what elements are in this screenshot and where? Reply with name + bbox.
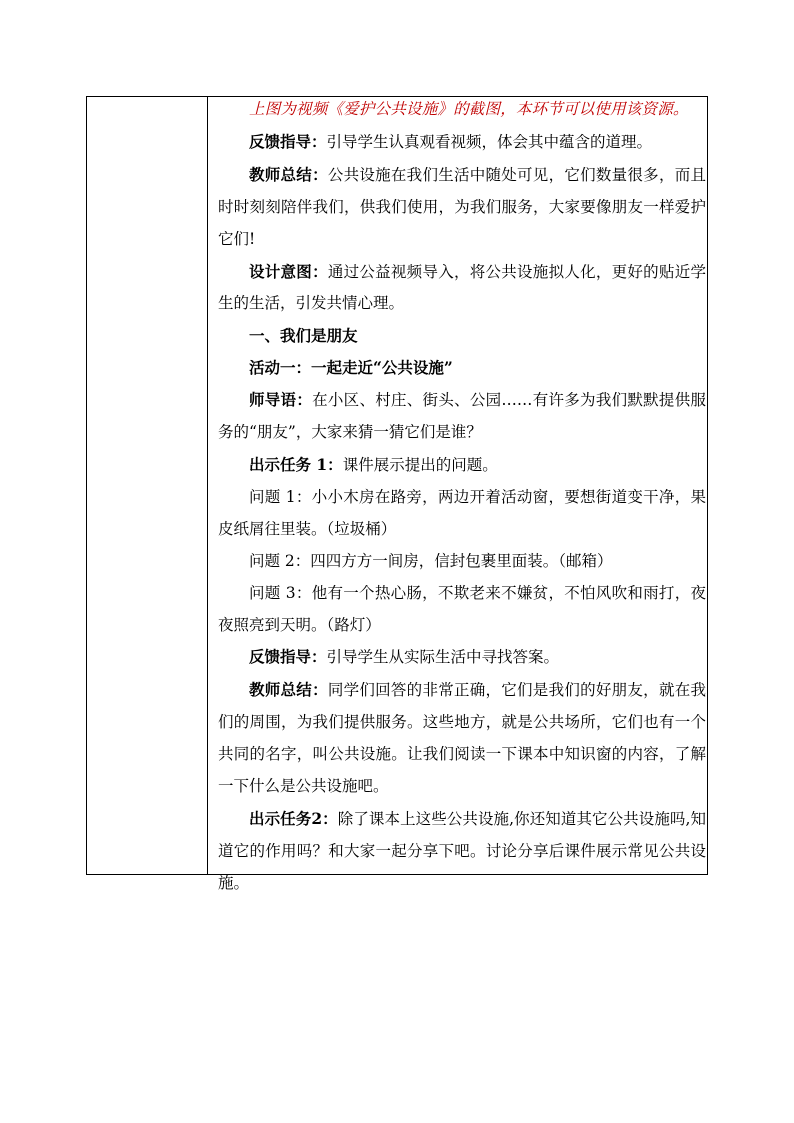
feedback-paragraph-1 — [218, 126, 706, 159]
teacher-summary-paragraph-2 — [218, 674, 706, 803]
video-caption: 上图为视频《爱护公共设施》的截图，本环节可以使用该资源。 — [249, 100, 689, 118]
feedback-text-2: 引导学生从实际生活中寻找答案。 — [326, 648, 560, 667]
design-intent-paragraph — [218, 256, 706, 321]
section-heading: 一、我们是朋友 — [249, 326, 358, 346]
design-intent-label: 设计意图： — [249, 261, 328, 281]
table-content-cell — [209, 97, 706, 900]
teacher-intro-text: 在小区、村庄、街头、公园……有许多为我们默默提供服务的“朋友”，大家来猜一猜它们是谁？ — [218, 391, 706, 442]
question-1: 问题 1：小小木房在路旁，两边开着活动窗，要想街道变干净，果皮纸屑往里装。（垃圾桶） — [218, 487, 706, 538]
task-2-label: 出示任务2： — [249, 808, 338, 828]
task-2-paragraph — [218, 803, 706, 900]
teacher-summary-text-2: 同学们回答的非常正确，它们是我们的好朋友，就在我们的周围，为我们提供服务。这些地方，就是公共场所，它们也有一个共同的名字，叫公共设施。让我们阅读一下课本中知识窗的内容，了解一下什么是公共设施吧。 — [218, 681, 706, 796]
lesson-table — [86, 96, 708, 892]
feedback-label-2: 反馈指导： — [249, 647, 327, 667]
teacher-summary-label: 教师总结： — [249, 164, 328, 184]
activity-heading: 活动一：一起走近“公共设施” — [249, 358, 453, 378]
task-1-paragraph — [218, 449, 706, 482]
feedback-label: 反馈指导： — [249, 131, 327, 151]
task-2-text: 除了课本上这些公共设施,你还知道其它公共设施吗,知道它的作用吗？和大家一起分享下吧。讨论分享后课件展示常见公共设施。 — [218, 809, 706, 892]
teacher-summary-text: 公共设施在我们生活中随处可见，它们数量很多，而且时时刻刻陪伴我们，供我们使用，为我们服务，大家要像朋友一样爱护它们! — [218, 165, 706, 248]
task-1-text: 课件展示提出的问题。 — [342, 455, 498, 474]
teacher-summary-label-2: 教师总结： — [249, 680, 328, 700]
teacher-summary-paragraph-1 — [218, 159, 706, 256]
question-2: 问题 2：四四方方一间房，信封包裹里面装。（邮箱） — [249, 551, 613, 570]
table-left-column — [87, 97, 208, 874]
task-1-label: 出示任务 1： — [249, 454, 343, 474]
question-3: 问题 3：他有一个热心肠，不欺老来不嫌贫，不怕风吹和雨打，夜夜照亮到天明。（路灯） — [218, 583, 706, 634]
teacher-intro-paragraph — [218, 384, 706, 449]
teacher-intro-label: 师导语： — [249, 390, 313, 410]
design-intent-text: 通过公益视频导入，将公共设施拟人化，更好的贴近学生的生活，引发共情心理。 — [218, 262, 706, 313]
feedback-paragraph-2 — [218, 641, 706, 674]
feedback-text: 引导学生认真观看视频，体会其中蕴含的道理。 — [326, 132, 653, 151]
